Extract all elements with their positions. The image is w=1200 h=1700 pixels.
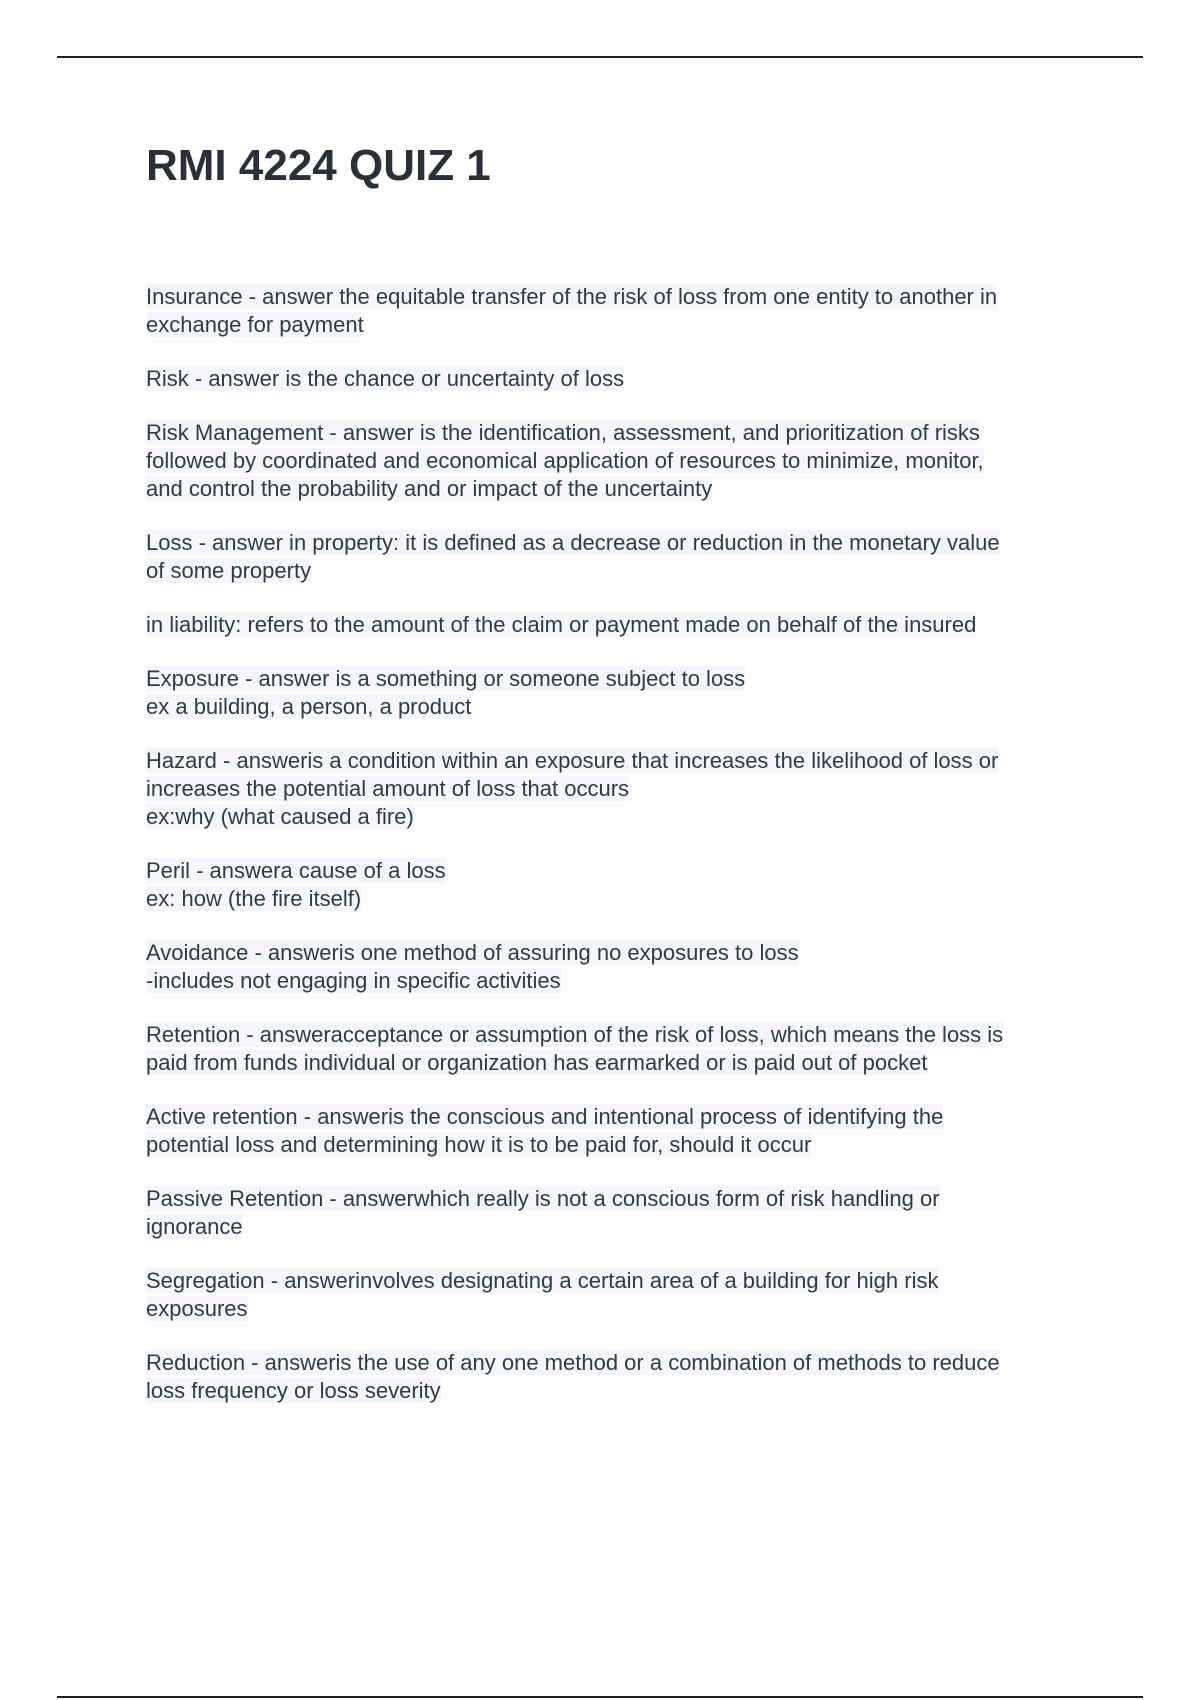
definition-text: loss frequency or loss severity — [146, 1377, 441, 1403]
definition-text: in liability: refers to the amount of the claim or payment made on behalf of the insured — [146, 611, 977, 637]
definition-line — [146, 1349, 1096, 1377]
definition-text: and control the probability and or impact of the uncertainty — [146, 475, 713, 501]
definition-line — [146, 939, 1096, 967]
definition-line — [146, 529, 1096, 557]
definition-line — [146, 1103, 1096, 1131]
bottom-rule — [57, 1696, 1143, 1698]
definition-text: Avoidance - answeris one method of assuring no exposures to loss — [146, 939, 799, 965]
definition-line — [146, 283, 1096, 311]
definition-entry — [146, 1103, 1096, 1159]
definition-line — [146, 747, 1096, 775]
definition-entry — [146, 1021, 1096, 1077]
definition-text: Risk Management - answer is the identification, assessment, and prioritization of risks — [146, 419, 980, 445]
definition-text: ex:why (what caused a fire) — [146, 803, 414, 829]
definition-entry — [146, 365, 1096, 393]
definition-line — [146, 1377, 1096, 1405]
definition-text: Retention - answeracceptance or assumption of the risk of loss, which means the loss is — [146, 1021, 1004, 1047]
definition-line — [146, 665, 1096, 693]
definition-line — [146, 967, 1096, 995]
definition-line — [146, 1049, 1096, 1077]
definition-entry — [146, 1267, 1096, 1323]
definition-line — [146, 1267, 1096, 1295]
entry-list — [146, 283, 1096, 1405]
definition-entry — [146, 857, 1096, 913]
definition-entry — [146, 283, 1096, 339]
definition-line — [146, 885, 1096, 913]
definition-entry — [146, 747, 1096, 831]
definition-text: followed by coordinated and economical application of resources to minimize, monitor, — [146, 447, 984, 473]
definition-line — [146, 447, 1096, 475]
definition-line — [146, 1131, 1096, 1159]
definition-line — [146, 365, 1096, 393]
definition-text: increases the potential amount of loss that occurs — [146, 775, 630, 801]
definition-text: Passive Retention - answerwhich really is not a conscious form of risk handling or — [146, 1185, 940, 1211]
definition-line — [146, 611, 1096, 639]
document-body — [146, 140, 1096, 1431]
definition-text: Active retention - answeris the conscious and intentional process of identifying the — [146, 1103, 944, 1129]
definition-line — [146, 803, 1096, 831]
definition-entry — [146, 939, 1096, 995]
definition-text: Reduction - answeris the use of any one method or a combination of methods to reduce — [146, 1349, 1000, 1375]
definition-text: Hazard - answeris a condition within an exposure that increases the likelihood of loss or — [146, 747, 999, 773]
definition-entry — [146, 419, 1096, 503]
definition-text: Risk - answer is the chance or uncertainty of loss — [146, 365, 625, 391]
definition-line — [146, 1021, 1096, 1049]
definition-entry — [146, 611, 1096, 639]
definition-text: Peril - answera cause of a loss — [146, 857, 446, 883]
definition-text: potential loss and determining how it is to be paid for, should it occur — [146, 1131, 812, 1157]
definition-line — [146, 693, 1096, 721]
definition-line — [146, 1185, 1096, 1213]
definition-text: Exposure - answer is a something or someone subject to loss — [146, 665, 746, 691]
definition-line — [146, 1213, 1096, 1241]
definition-entry — [146, 665, 1096, 721]
definition-text: exposures — [146, 1295, 248, 1321]
definition-text: Loss - answer in property: it is defined as a decrease or reduction in the monetary value — [146, 529, 1000, 555]
definition-text: exchange for payment — [146, 311, 364, 337]
page-title: RMI 4224 QUIZ 1 — [146, 141, 491, 190]
definition-entry — [146, 1349, 1096, 1405]
definition-line — [146, 1295, 1096, 1323]
definition-text: ignorance — [146, 1213, 243, 1239]
definition-text: -includes not engaging in specific activities — [146, 967, 561, 993]
definition-line — [146, 311, 1096, 339]
top-rule — [57, 56, 1143, 58]
definition-text: ex: how (the fire itself) — [146, 885, 362, 911]
definition-line — [146, 557, 1096, 585]
definition-entry — [146, 1185, 1096, 1241]
definition-text: Segregation - answerinvolves designating a certain area of a building for high risk — [146, 1267, 939, 1293]
definition-line — [146, 475, 1096, 503]
definition-text: ex a building, a person, a product — [146, 693, 472, 719]
definition-text: of some property — [146, 557, 312, 583]
definition-line — [146, 419, 1096, 447]
definition-line — [146, 857, 1096, 885]
definition-entry — [146, 529, 1096, 585]
definition-text: paid from funds individual or organization has earmarked or is paid out of pocket — [146, 1049, 928, 1075]
definition-line — [146, 775, 1096, 803]
definition-text: Insurance - answer the equitable transfer of the risk of loss from one entity to another in — [146, 283, 998, 309]
